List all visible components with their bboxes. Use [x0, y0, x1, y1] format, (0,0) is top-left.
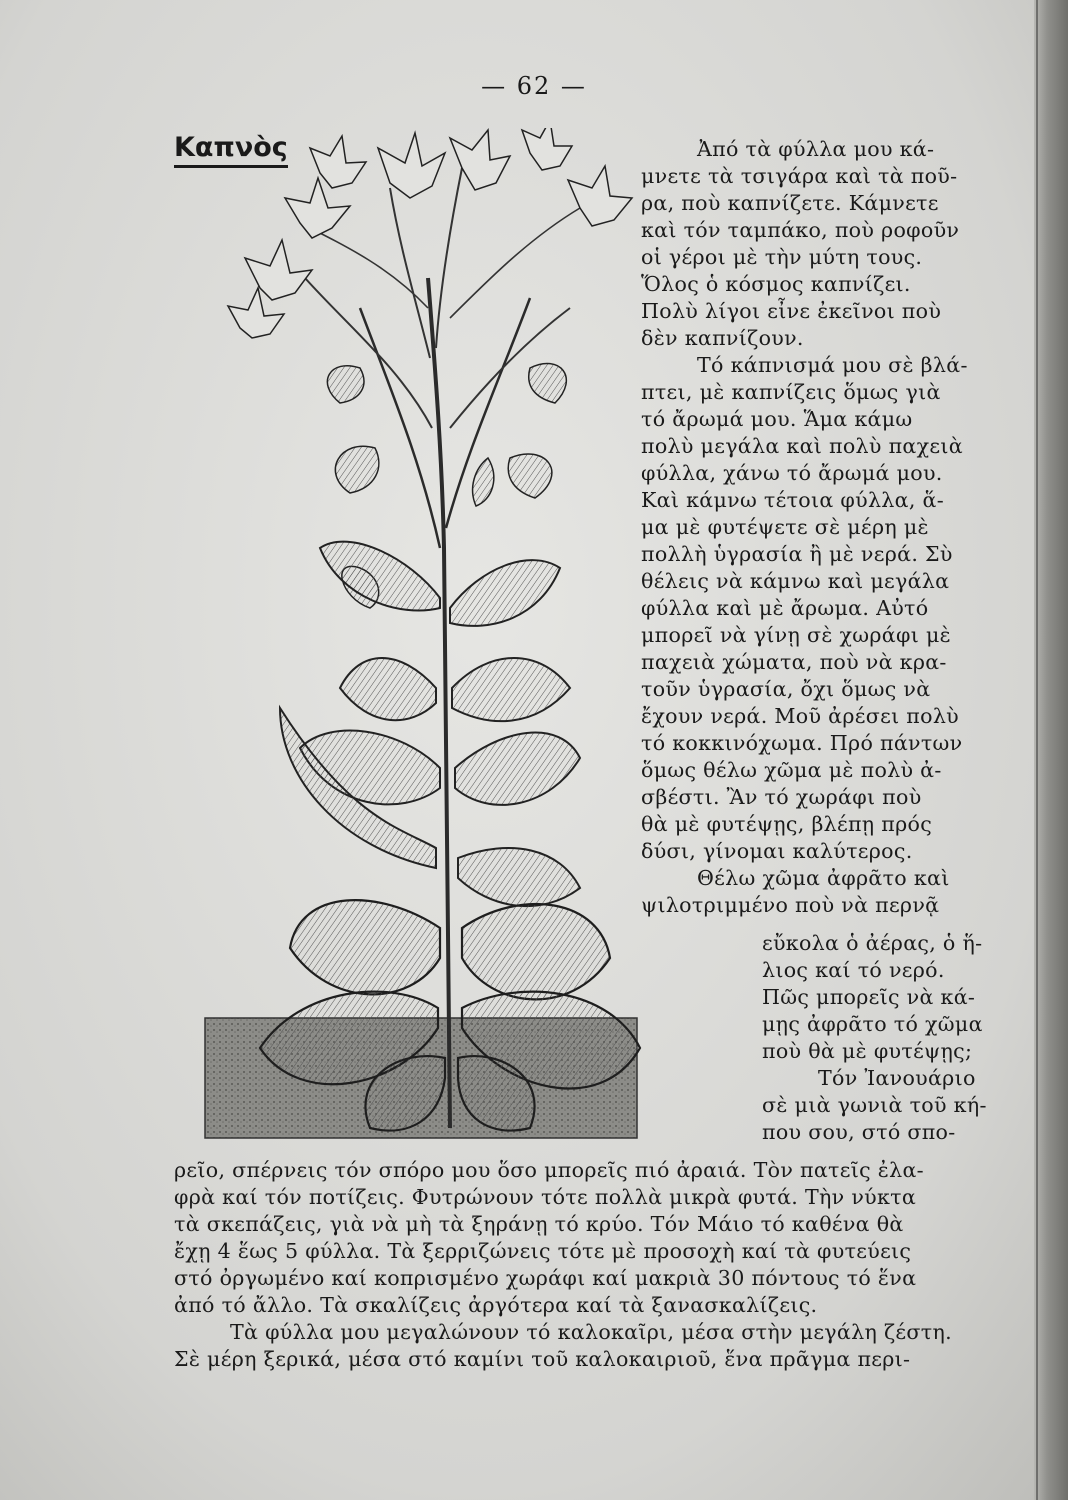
text-line: Τό κάπνισμά μου σὲ βλά-: [697, 353, 968, 377]
text-line: Ἀπό τὰ φύλλα μου κά-: [697, 137, 935, 161]
text-line: στό ὀργωμένο καί κοπρισμένο χωράφι καί μακριὰ 30 πόντους τό ἕνα: [174, 1266, 917, 1290]
text-line: οἱ γέροι μὲ τὴν μύτη τους.: [641, 245, 923, 269]
text-line: φύλλα καὶ μὲ ἄρωμα. Αὐτό: [641, 596, 929, 620]
text-line: σὲ μιὰ γωνιὰ τοῦ κή-: [762, 1093, 987, 1117]
text-line: Τόν Ἰανουάριο: [818, 1066, 976, 1090]
text-line: Τὰ φύλλα μου μεγαλώνουν τό καλοκαῖρι, μέσα στὴν μεγάλη ζέστη.: [230, 1320, 952, 1344]
text-line: μῃς ἀφρᾶτο τό χῶμα: [762, 1012, 983, 1036]
text-line: παχειὰ χώματα, ποὺ νὰ κρα-: [641, 650, 947, 674]
text-line: ἀπό τό ἄλλο. Τὰ σκαλίζεις ἀργότερα καί τὰ ξανασκαλίζεις.: [174, 1293, 818, 1317]
text-line: τοῦν ὑγρασία, ὄχι ὅμως νὰ: [641, 677, 931, 701]
text-line: τό κοκκινόχωμα. Πρό πάντων: [641, 731, 963, 755]
text-line: πολὺ μεγάλα καὶ πολὺ παχειὰ: [641, 434, 963, 458]
text-line: πτει, μὲ καπνίζεις ὅμως γιὰ: [641, 380, 941, 404]
text-line: δύσι, γίνομαι καλύτερος.: [641, 839, 913, 863]
page-edge-shadow: [1034, 0, 1068, 1500]
text-line: Πῶς μπορεῖς νὰ κά-: [762, 985, 976, 1009]
text-line: ποὺ θὰ μὲ φυτέψῃς;: [762, 1039, 973, 1063]
text-line: σβέστι. Ἂν τό χωράφι ποὺ: [641, 785, 922, 809]
text-line: πολλὴ ὑγρασία ἢ μὲ νερά. Σὺ: [641, 542, 953, 566]
text-line: ἔχῃ 4 ἕως 5 φύλλα. Τὰ ξερριζώνεις τότε μὲ προσοχὴ καί τὰ φυτεύεις: [174, 1239, 912, 1263]
text-line: δὲν καπνίζουν.: [641, 326, 804, 350]
text-line: τό ἄρωμά μου. Ἅμα κάμω: [641, 407, 913, 431]
text-line: Σὲ μέρη ξερικά, μέσα στό καμίνι τοῦ καλοκαιριοῦ, ἕνα πρᾶγμα περι-: [174, 1347, 911, 1371]
text-line: θέλεις νὰ κάμνω καὶ μεγάλα: [641, 569, 950, 593]
text-line: μνετε τὰ τσιγάρα καὶ τὰ ποῦ-: [641, 164, 958, 188]
text-column-right: [641, 136, 1019, 919]
text-line: τὰ σκεπάζεις, γιὰ νὰ μὴ τὰ ξηράνῃ τό κρύο. Τόν Μάιο τό καθένα θὰ: [174, 1212, 904, 1236]
section-title: Καπνὸς: [174, 132, 288, 168]
text-line: μπορεῖ νὰ γίνῃ σὲ χωράφι μὲ: [641, 623, 951, 647]
text-line: Καὶ κάμνω τέτοια φύλλα, ἅ-: [641, 488, 945, 512]
text-line: ρα, ποὺ καπνίζετε. Κάμνετε: [641, 191, 939, 215]
text-column-narrow: [762, 930, 1020, 1146]
text-line: Πολὺ λίγοι εἶνε ἐκεῖνοι ποὺ: [641, 299, 942, 323]
text-line: Θέλω χῶμα ἀφρᾶτο καὶ: [697, 866, 950, 890]
page-edge-line: [1036, 0, 1038, 1500]
text-line: φύλλα, χάνω τό ἄρωμά μου.: [641, 461, 943, 485]
text-line: ψιλοτριμμένο ποὺ νὰ περνᾷ: [641, 893, 940, 917]
text-line: ρεῖο, σπέρνεις τόν σπόρο μου ὅσο μπορεῖς πιό ἀραιά. Τὸν πατεῖς ἐλα-: [174, 1158, 924, 1182]
text-line: θὰ μὲ φυτέψῃς, βλέπῃ πρός: [641, 812, 933, 836]
text-line: καὶ τόν ταμπάκο, ποὺ ροφοῦν: [641, 218, 960, 242]
page-number: — 62 —: [481, 72, 587, 100]
tobacco-plant-illustration: [200, 128, 650, 1143]
text-line: Ὅλος ὁ κόσμος καπνίζει.: [641, 272, 911, 296]
text-line: λιος καί τό νερό.: [762, 958, 945, 982]
text-line: μα μὲ φυτέψετε σὲ μέρη μὲ: [641, 515, 929, 539]
text-line: ὅμως θέλω χῶμα μὲ πολὺ ἀ-: [641, 758, 942, 782]
text-line: φρὰ καί τόν ποτίζεις. Φυτρώνουν τότε πολλὰ μικρὰ φυτά. Τὴν νύκτα: [174, 1185, 917, 1209]
text-line: εὔκολα ὁ ἀέρας, ὁ ἥ-: [762, 931, 983, 955]
text-full-width: [174, 1157, 1020, 1373]
text-line: ἔχουν νερά. Μοῦ ἀρέσει πολὺ: [641, 704, 959, 728]
text-line: που σου, στό σπο-: [762, 1120, 956, 1144]
